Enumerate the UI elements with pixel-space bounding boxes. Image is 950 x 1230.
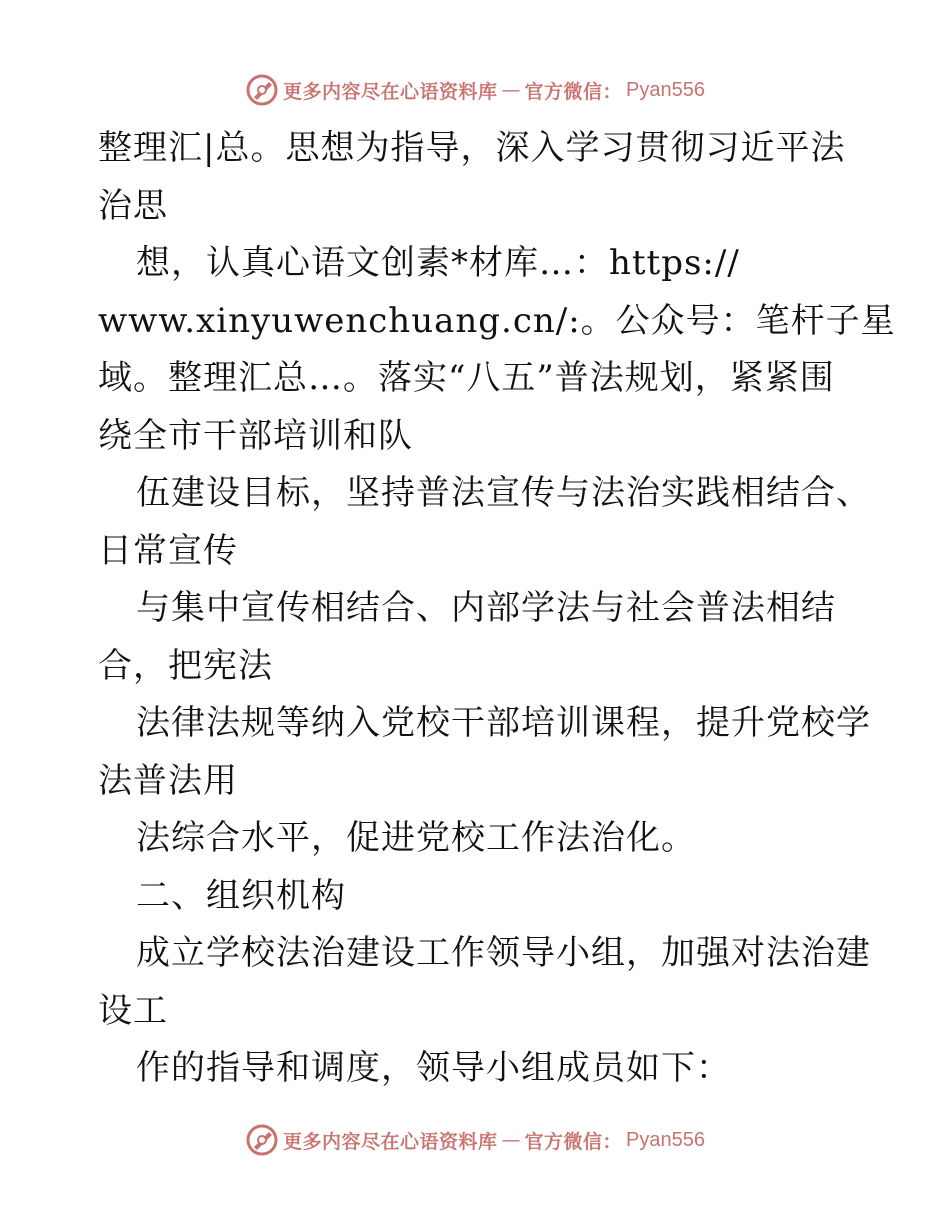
- text-line: 想，认真心语文创素*材库…：https://: [136, 243, 740, 283]
- text-line: 作的指导和调度，领导小组成员如下：: [136, 1048, 731, 1088]
- text-line: 设工: [98, 990, 168, 1031]
- text-line: 成立学校法治建设工作领导小组，加强对法治建: [136, 933, 871, 973]
- text-line: 法律法规等纳入党校干部培训课程，提升党校学: [136, 703, 871, 743]
- document-body: [98, 120, 898, 1098]
- text-line: 绕全市干部培训和队: [98, 415, 413, 456]
- brand-logo-icon: [245, 1123, 279, 1157]
- brand-logo-icon: [245, 73, 279, 107]
- text-line: 日常宣传: [98, 530, 238, 571]
- banner-text: 更多内容尽在心语资料库: [283, 1130, 498, 1153]
- banner-brand: Pyan556: [626, 78, 705, 101]
- banner-brand: Pyan556: [626, 1128, 705, 1151]
- text-line: 与集中宣传相结合、内部学法与社会普法相结: [136, 588, 836, 628]
- footer-watermark-banner: [0, 1120, 950, 1160]
- text-line: 伍建设目标，坚持普法宣传与法治实践相结合、: [136, 473, 871, 513]
- banner-separator: —: [501, 79, 521, 101]
- text-line: 合，把宪法: [98, 645, 273, 686]
- section-heading: 二、组织机构: [136, 875, 346, 916]
- text-line: 整理汇|总。思想为指导，深入学习贯彻习近平法: [98, 128, 846, 168]
- text-line: 治思: [98, 185, 168, 226]
- header-watermark-banner: [0, 70, 950, 110]
- banner-text: 更多内容尽在心语资料库: [283, 80, 498, 103]
- banner-official-label: 官方微信：: [524, 80, 623, 103]
- banner-separator: —: [501, 1129, 521, 1151]
- text-line: 法普法用: [98, 760, 238, 801]
- banner-official-label: 官方微信：: [524, 1130, 623, 1153]
- text-line: 域。整理汇总…。落实“八五”普法规划，紧紧围: [98, 358, 835, 398]
- text-line: www.xinyuwenchuang.cn/:。公众号：笔杆子星: [98, 300, 896, 341]
- text-line: 法综合水平，促进党校工作法治化。: [136, 818, 696, 858]
